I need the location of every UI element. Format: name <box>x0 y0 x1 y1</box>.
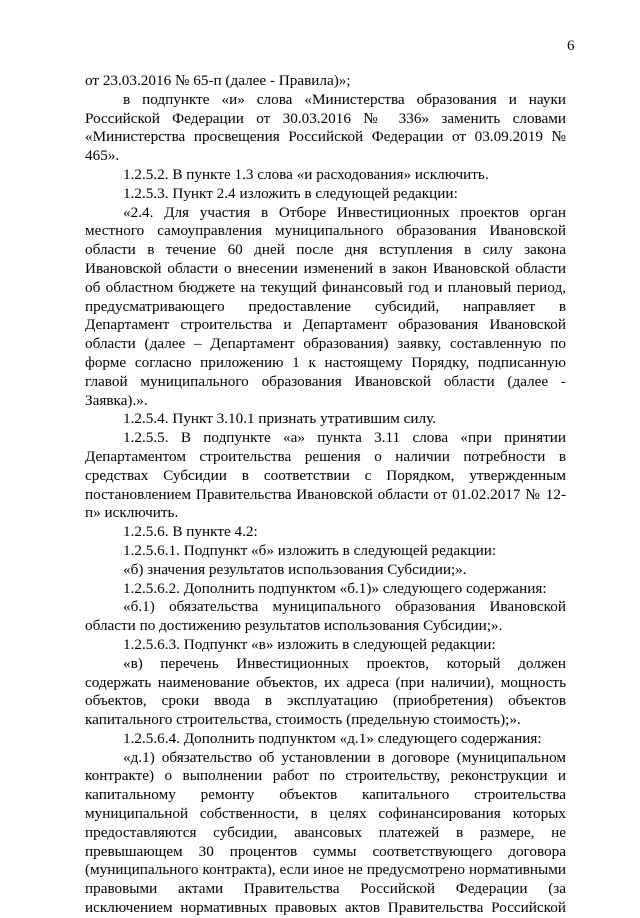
paragraph: 1.2.5.6.1. Подпункт «б» изложить в следующей редакции: <box>123 541 497 559</box>
paragraph: «2.4. Для участия в Отборе Инвестиционных проектов орган местного самоуправления муниципального образования Ивановской области в течение 60 дней после дня вступления в силу закона Ивановской области о внесении изменений в закон Ивановской области об областном бюджете на текущий финансовый год и плановый период, предусматривающего предоставление субсидий, направляет в Департамент строительства и Департамент образования Ивановской области (далее – Департамент образования) заявку, составленную по форме согласно приложению 1 к настоящему Порядку, подписанную главой муниципального образования Ивановской области (далее - Заявка).». <box>85 203 566 409</box>
paragraph: 1.2.5.2. В пункте 1.3 слова «и расходования» исключить. <box>123 165 489 183</box>
paragraph: 1.2.5.6.4. Дополнить подпунктом «д.1» следующего содержания: <box>123 729 542 747</box>
paragraph: 1.2.5.3. Пункт 2.4 изложить в следующей редакции: <box>123 184 458 202</box>
paragraph: «д.1) обязательство об установлении в договоре (муниципальном контракте) о выполнении работ по строительству, реконструкции и капитальному ремонту объектов капитального строительства муниципальной собственности, в целях софинансирования которых предоставляются субсидии, авансовых платежей в размере, не превышающем 30 процентов суммы соответствующего договора (муниципального контракта), если иное не предусмотрено нормативными правовыми актами Правительства Российской Федерации (за исключением нормативных правовых актов Правительства Российской <box>85 748 566 917</box>
document-body <box>85 72 566 918</box>
paragraph: от 23.03.2016 № 65-п (далее - Правила)»; <box>85 72 351 89</box>
paragraph: «б.1) обязательства муниципального образования Ивановской области по достижению результатов использования Субсидии;». <box>85 598 566 635</box>
paragraph: 1.2.5.6.3. Подпункт «в» изложить в следующей редакции: <box>123 635 496 653</box>
paragraph: «в) перечень Инвестиционных проектов, который должен содержать наименование объектов, их адреса (при наличии), мощность объектов, сроки ввода в эксплуатацию (приобретения) объектов капитального строительства, стоимость (предельную стоимость);». <box>85 654 566 729</box>
paragraph: 1.2.5.6. В пункте 4.2: <box>123 523 258 541</box>
paragraph: 1.2.5.5. В подпункте «а» пункта 3.11 слова «при принятии Департаментом строительства решения о наличии потребности в средствах Субсидии в соответствии с Порядком, утвержденным постановлением Правительства Ивановской области от 01.02.2017 № 12-п» исключить. <box>85 429 566 522</box>
paragraph: 1.2.5.6.2. Дополнить подпунктом «б.1)» следующего содержания: <box>123 579 547 597</box>
paragraph: 1.2.5.4. Пункт 3.10.1 признать утратившим силу. <box>123 410 436 428</box>
page-number: 6 <box>567 38 575 54</box>
paragraph: «б) значения результатов использования Субсидии;». <box>123 560 467 578</box>
paragraph: в подпункте «и» слова «Министерства образования и науки Российской Федерации от 30.03.2016 № 336» заменить словами «Министерства просвещения Российской Федерации от 03.09.2019 № 465». <box>85 90 566 165</box>
